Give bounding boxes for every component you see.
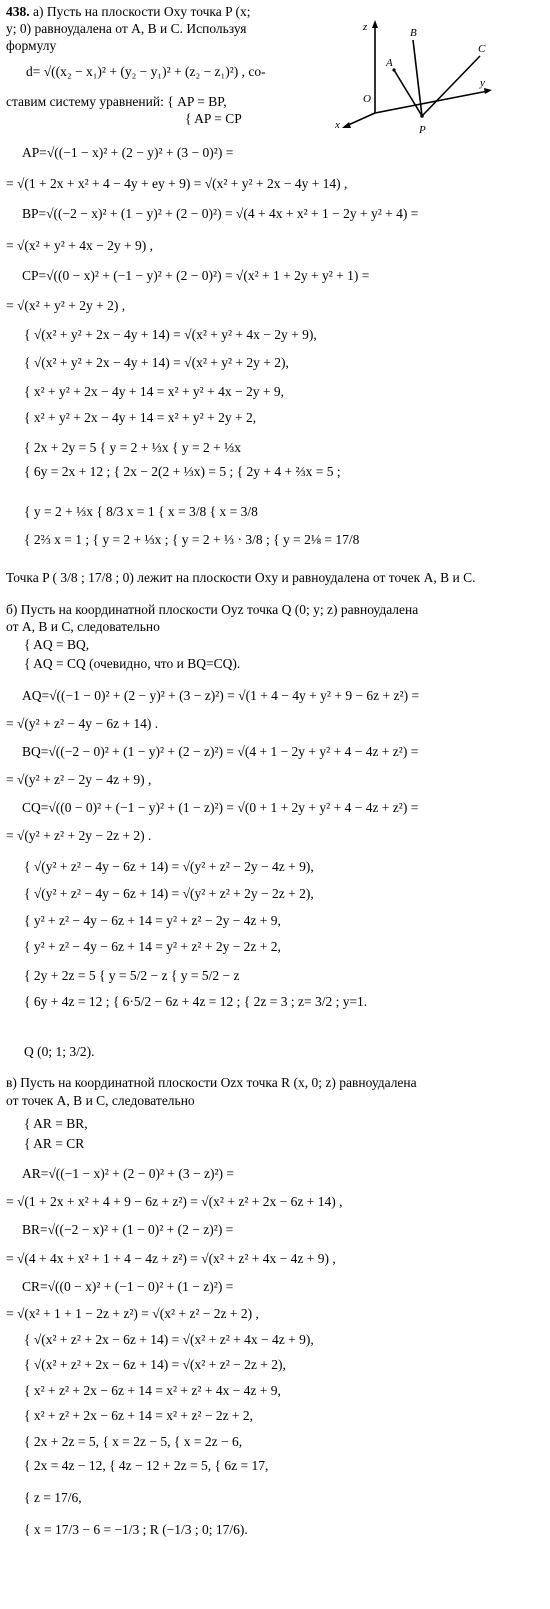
label-b: B bbox=[410, 27, 417, 39]
y-axis bbox=[375, 91, 488, 113]
cq-line-2: = √(y² + z² + 2y − 2z + 2) . bbox=[6, 828, 152, 843]
bq-line-1: BQ=√((−2 − 0)² + (1 − y)² + (2 − z)²) = √(4 + 1 − 2y + y² + 4 − 4z + z²) = bbox=[22, 744, 419, 759]
problem-number-line bbox=[6, 4, 251, 20]
point-a bbox=[392, 68, 395, 71]
solve-row-2-a: { y = 2 + ⅓x { 8/3 x = 1 { x = 3/8 { x = 3/8 bbox=[24, 504, 258, 519]
system-2-line-a: { x² + y² + 2x − 4y + 14 = x² + y² + 4x − 2y + 9, bbox=[24, 384, 284, 399]
cr-line-1: CR=√((0 − x)² + (−1 − 0)² + (1 − z)²) = bbox=[22, 1279, 234, 1294]
part-b-system-b: { AQ = CQ (очевидно, что и BQ=CQ). bbox=[24, 656, 241, 671]
system-2-line-b: { x² + y² + 2x − 4y + 14 = x² + y² + 2y + 2, bbox=[24, 410, 257, 425]
br-line-1: BR=√((−2 − x)² + (1 − 0)² + (2 − z)²) = bbox=[22, 1222, 234, 1237]
ar-line-1: AR=√((−1 − x)² + (2 − 0)² + (3 − z)²) = bbox=[22, 1166, 235, 1181]
part-v-last-b: { x = 17/3 − 6 = −1/3 ; R (−1/3 ; 0; 17/6). bbox=[24, 1522, 248, 1537]
y-axis-arrow-icon bbox=[484, 88, 492, 94]
cr-line-2: = √(x² + 1 + 1 − 2z + z²) = √(x² + z² − 2z + 2) , bbox=[6, 1306, 259, 1321]
solve-row-2-b: { 2⅔ x = 1 ; { y = 2 + ⅓x ; { y = 2 + ⅓ · 3/8 ; { y = 2⅛ = 17/8 bbox=[24, 532, 360, 547]
label-c: C bbox=[478, 43, 486, 55]
ar-line-2: = √(1 + 2x + x² + 4 + 9 − 6z + z²) = √(x² + z² + 2x − 6z + 14) , bbox=[6, 1194, 343, 1209]
part-v-system-2-a: { x² + z² + 2x − 6z + 14 = x² + z² + 4x − 4z + 9, bbox=[24, 1383, 281, 1398]
part-b-answer: Q (0; 1; 3/2). bbox=[24, 1044, 95, 1059]
part-v-system-b: { AR = CR bbox=[24, 1136, 85, 1151]
part-b-row-a: { 2y + 2z = 5 { y = 5/2 − z { y = 5/2 − z bbox=[24, 968, 240, 983]
system-line-2: { AP = CP bbox=[185, 111, 242, 126]
system-1-line-b: { √(x² + y² + 2x − 4y + 14) = √(x² + y² + 2y + 2), bbox=[24, 355, 289, 370]
label-z: z bbox=[363, 21, 368, 33]
part-a-intro-2: y; 0) равноудалена от A, B и C. Используя bbox=[6, 21, 247, 36]
part-b-row-b: { 6y + 4z = 12 ; { 6·5/2 − 6z + 4z = 12 ; { 2z = 3 ; z= 3/2 ; y=1. bbox=[24, 994, 368, 1009]
part-v-row-a: { 2x + 2z = 5, { x = 2z − 5, { x = 2z − 6, bbox=[24, 1434, 243, 1449]
part-v-intro-2: от точек A, B и C, следовательно bbox=[6, 1093, 195, 1108]
part-b-system-a: { AQ = BQ, bbox=[24, 637, 90, 652]
br-line-2: = √(4 + 4x + x² + 1 + 4 − 4z + z²) = √(x² + z² + 4x − 4z + 9) , bbox=[6, 1251, 336, 1266]
label-a: A bbox=[386, 57, 393, 69]
part-b-system-2-a: { y² + z² − 4y − 6z + 14 = y² + z² − 2y − 4z + 9, bbox=[24, 913, 281, 928]
bp-line-2: = √(x² + y² + 4x − 2y + 9) , bbox=[6, 238, 153, 253]
part-b-system-1-a: { √(y² + z² − 4y − 6z + 14) = √(y² + z² − 2y − 4z + 9), bbox=[24, 859, 314, 874]
cp-line-1: CP=√((0 − x)² + (−1 − y)² + (2 − 0)²) = √(x² + 1 + 2y + y² + 1) = bbox=[22, 268, 370, 283]
system-intro: ставим систему уравнений: { AP = BP, bbox=[6, 94, 227, 109]
part-a-conclusion: Точка P ( 3/8 ; 17/8 ; 0) лежит на плоскости Oxy и равноудалена от точек A, B и C. bbox=[6, 570, 476, 585]
part-b-system-2-b: { y² + z² − 4y − 6z + 14 = y² + z² + 2y − 2z + 2, bbox=[24, 939, 281, 954]
solve-row-1-a: { 2x + 2y = 5 { y = 2 + ⅓x { y = 2 + ⅓x bbox=[24, 440, 241, 455]
point-p bbox=[420, 114, 424, 118]
problem-number: 438. bbox=[6, 4, 30, 19]
part-v-system-a: { AR = BR, bbox=[24, 1116, 88, 1131]
bp-line-1: BP=√((−2 − x)² + (1 − y)² + (2 − 0)²) = √(4 + 4x + x² + 1 − 2y + y² + 4) = bbox=[22, 206, 419, 221]
part-a-intro-1: а) Пусть на плоскости Oxy точка P (x; bbox=[29, 4, 251, 19]
aq-line-1: AQ=√((−1 − 0)² + (2 − y)² + (3 − z)²) = √(1 + 4 − 4y + y² + 9 − 6z + z²) = bbox=[22, 688, 420, 703]
label-y: y bbox=[480, 77, 485, 89]
part-v-row-b: { 2x = 4z − 12, { 4z − 12 + 2z = 5, { 6z = 17, bbox=[24, 1458, 269, 1473]
cq-line-1: CQ=√((0 − 0)² + (−1 − y)² + (1 − z)²) = √(0 + 1 + 2y + y² + 4 − 4z + z²) = bbox=[22, 800, 419, 815]
ap-line-2: = √(1 + 2x + x² + 4 − 4y + ey + 9) = √(x² + y² + 2x − 4y + 14) , bbox=[6, 176, 348, 191]
x-axis-arrow-icon bbox=[342, 122, 351, 128]
ap-line-1: AP=√((−1 − x)² + (2 − y)² + (3 − 0)²) = bbox=[22, 145, 234, 160]
cp-line-2: = √(x² + y² + 2y + 2) , bbox=[6, 298, 126, 313]
part-v-system-1-a: { √(x² + z² + 2x − 6z + 14) = √(x² + z² + 4x − 4z + 9), bbox=[24, 1332, 314, 1347]
part-b-system-1-b: { √(y² + z² − 4y − 6z + 14) = √(y² + z² + 2y − 2z + 2), bbox=[24, 886, 314, 901]
solve-row-1-b: { 6y = 2x + 12 ; { 2x − 2(2 + ⅓x) = 5 ; { 2y + 4 + ⅔x = 5 ; bbox=[24, 464, 341, 479]
z-axis-arrow-icon bbox=[372, 20, 378, 28]
coordinate-figure bbox=[330, 18, 530, 148]
label-x: x bbox=[335, 119, 340, 131]
label-p: P bbox=[419, 124, 426, 136]
aq-line-2: = √(y² + z² − 4y − 6z + 14) . bbox=[6, 716, 159, 731]
segment-pc bbox=[422, 56, 480, 116]
part-v-system-1-b: { √(x² + z² + 2x − 6z + 14) = √(x² + z² − 2z + 2), bbox=[24, 1357, 286, 1372]
label-o: O bbox=[363, 93, 371, 105]
part-v-last-a: { z = 17/6, bbox=[24, 1490, 82, 1505]
part-v-system-2-b: { x² + z² + 2x − 6z + 14 = x² + z² − 2z + 2, bbox=[24, 1408, 254, 1423]
part-b-intro-2: от A, B и C, следовательно bbox=[6, 619, 160, 634]
bq-line-2: = √(y² + z² − 2y − 4z + 9) , bbox=[6, 772, 152, 787]
part-a-intro-3: формулу bbox=[6, 38, 57, 53]
distance-formula: d= √((x₂ − x₁)² + (y₂ − y₁)² + (z₂ − z₁)²) , со- bbox=[26, 64, 266, 79]
part-v-intro-1: в) Пусть на координатной плоскости Ozx точка R (x, 0; z) равноудалена bbox=[6, 1075, 417, 1090]
x-axis bbox=[346, 113, 375, 126]
part-b-intro-1: б) Пусть на координатной плоскости Oyz точка Q (0; y; z) равноудалена bbox=[6, 602, 419, 617]
system-1-line-a: { √(x² + y² + 2x − 4y + 14) = √(x² + y² + 4x − 2y + 9), bbox=[24, 327, 317, 342]
